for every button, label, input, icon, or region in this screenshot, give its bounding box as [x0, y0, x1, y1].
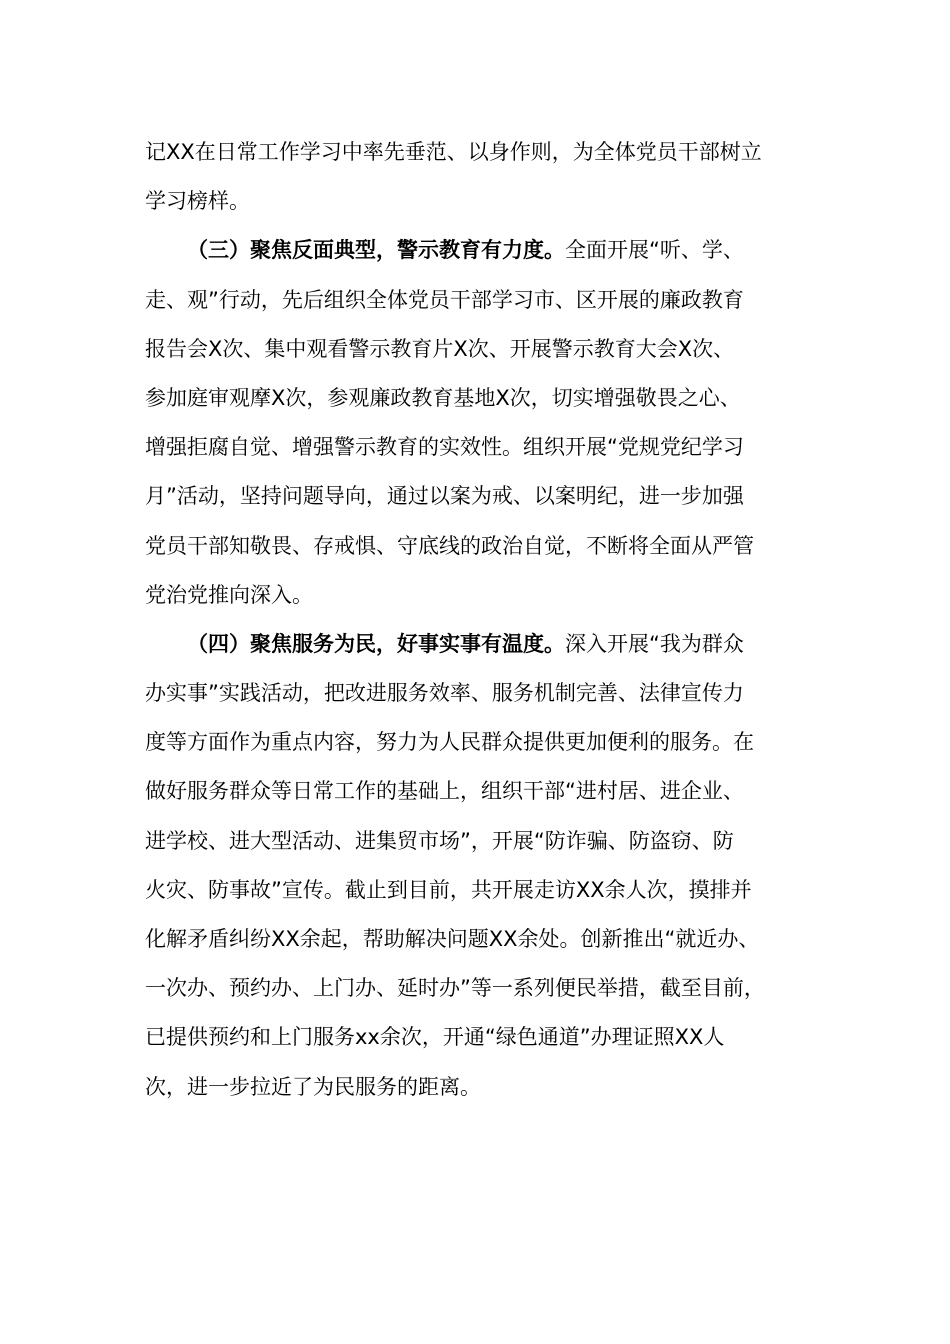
text-line: 月”活动，坚持问题导向，通过以案为戒、以案明纪，进一步加强: [145, 484, 744, 509]
document-body: [145, 128, 835, 1112]
text-line: 学习榜样。: [145, 189, 250, 214]
text-line: 一次办、预约办、上门办、延时办”等一系列便民举措，截至目前，: [145, 976, 765, 1001]
text-line: 记XX在日常工作学习中率先垂范、以身作则，为全体党员干部树立: [145, 140, 762, 164]
section-text: 全面开展“听、学、: [565, 238, 744, 263]
section-heading: （三）聚焦反面典型，警示教育有力度。: [187, 238, 565, 263]
text-line: 化解矛盾纠纷XX余起，帮助解决问题XX余处。创新推出“就近办、: [145, 927, 760, 951]
text-line: 度等方面作为重点内容，努力为人民群众提供更加便利的服务。在: [145, 730, 754, 755]
text-line: 增强拒腐自觉、增强警示教育的实效性。组织开展“党规党纪学习: [145, 435, 744, 460]
text-line: 报告会X次、集中观看警示教育片X次、开展警示教育大会X次、: [145, 336, 735, 361]
text-line: 办实事”实践活动，把改进服务效率、服务机制完善、法律宣传力: [145, 681, 744, 706]
section-heading: （四）聚焦服务为民，好事实事有温度。: [187, 631, 565, 656]
text-line: 走、观”行动，先后组织全体党员干部学习市、区开展的廉政教育: [145, 287, 744, 312]
text-line: 火灾、防事故”宣传。截止到目前，共开展走访XX余人次，摸排并: [145, 877, 752, 902]
section-heading-line: [145, 226, 835, 275]
text-line: 做好服务群众等日常工作的基础上，组织干部“进村居、进企业、: [145, 779, 744, 804]
text-line: 次，进一步拉近了为民服务的距离。: [145, 1074, 481, 1099]
text-line: 党员干部知敬畏、存戒惧、守底线的政治自觉，不断将全面从严管: [145, 533, 754, 558]
section-heading-line: [145, 620, 835, 669]
text-line: 已提供预约和上门服务xx余次，开通“绿色通道”办理证照XX人: [145, 1025, 725, 1050]
text-line: 参加庭审观摩X次，参观廉政教育基地X次，切实增强敬畏之心、: [145, 385, 741, 410]
text-line: 进学校、进大型活动、进集贸市场”，开展“防诈骗、防盗窃、防: [145, 828, 734, 853]
section-text: 深入开展“我为群众: [565, 631, 744, 656]
text-line: 党治党推向深入。: [145, 582, 313, 607]
